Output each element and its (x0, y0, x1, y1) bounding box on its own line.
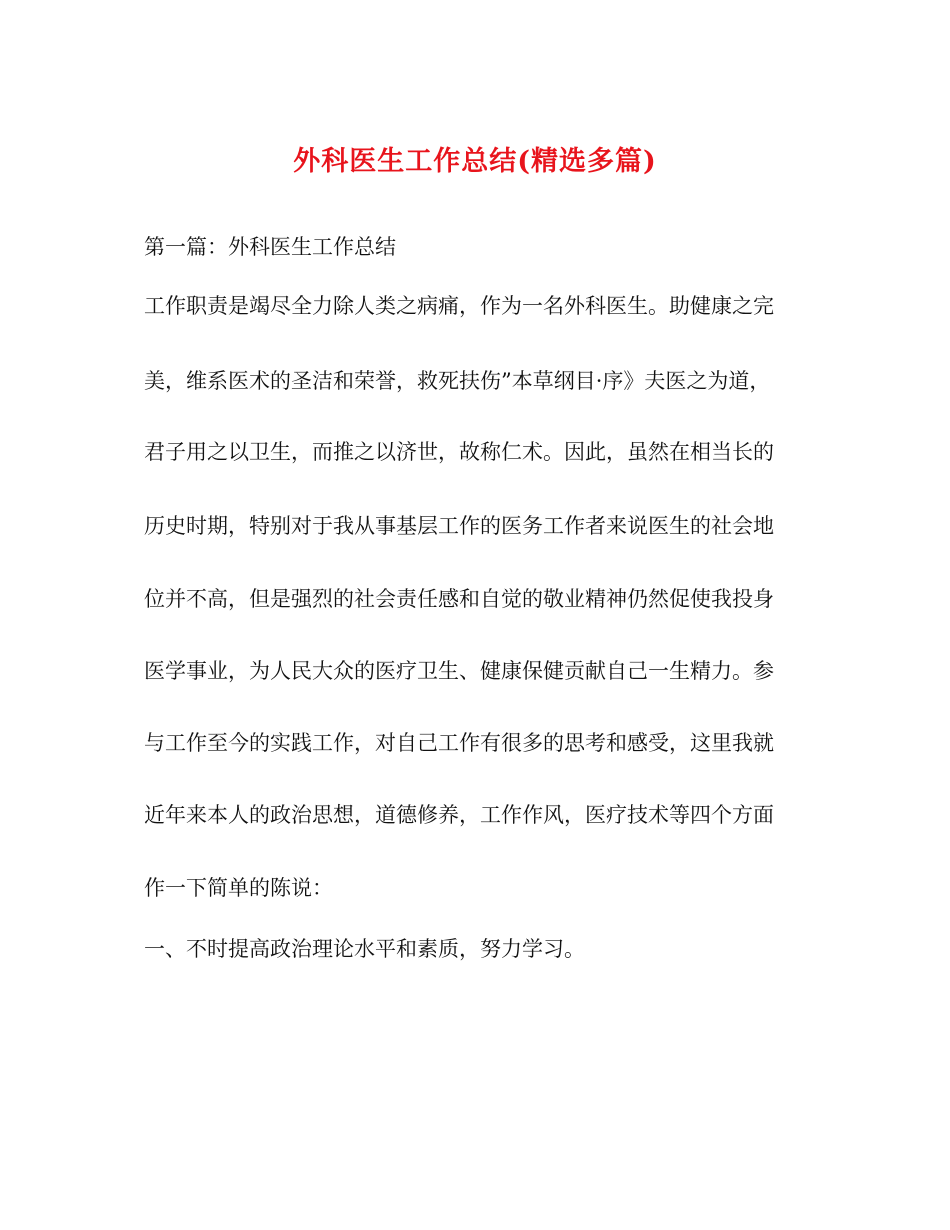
document-title: 外科医生工作总结(精选多篇) (293, 146, 657, 177)
body-line: 与工作至今的实践工作，对自己工作有很多的思考和感受，这里我就 (144, 731, 774, 755)
subheading: 一、不时提高政治理论水平和素质，努力学习。 (144, 937, 585, 961)
body-line: 作一下简单的陈说： (144, 876, 333, 900)
body-line: 历史时期，特别对于我从事基层工作的医务工作者来说医生的社会地 (144, 514, 774, 538)
body-line: 近年来本人的政治思想，道德修养，工作作风，医疗技术等四个方面 (144, 803, 774, 827)
body-line: 位并不高，但是强烈的社会责任感和自觉的敬业精神仍然促使我投身 (144, 587, 774, 611)
body-line: 美，维系医术的圣洁和荣誉，救死扶伤”本草纲目·序》夫医之为道， (144, 369, 771, 393)
body-line: 君子用之以卫生，而推之以济世，故称仁术。因此，虽然在相当长的 (144, 440, 774, 464)
section-heading: 第一篇：外科医生工作总结 (144, 235, 396, 259)
body-line: 医学事业，为人民大众的医疗卫生、健康保健贡献自己一生精力。参 (144, 659, 774, 683)
body-line: 工作职责是竭尽全力除人类之病痛，作为一名外科医生。助健康之完 (144, 294, 774, 318)
